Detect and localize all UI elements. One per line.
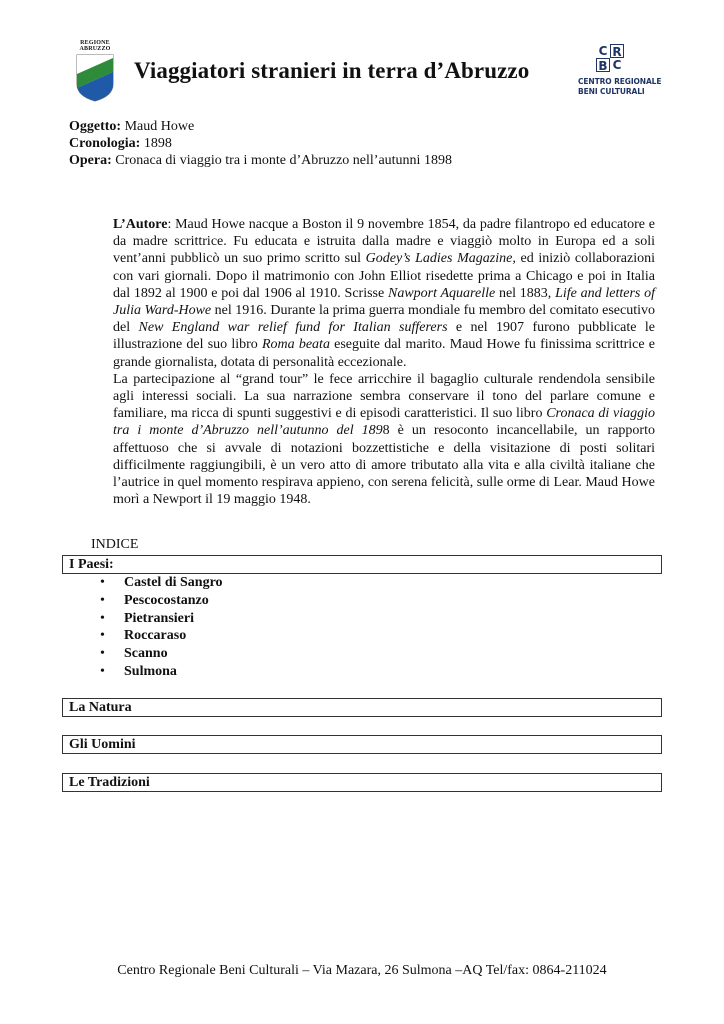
crbc-line2: BENI CULTURALI	[578, 87, 645, 96]
bio-run: Nawport Aquarelle	[387, 285, 496, 301]
bullet-icon: •	[100, 646, 105, 662]
document-metadata	[69, 118, 452, 169]
crbc-logo	[578, 44, 662, 102]
paese-name: Pescocostanzo	[124, 592, 209, 608]
section-paesi[interactable]	[62, 555, 662, 574]
bullet-icon: •	[100, 663, 105, 679]
bio-run: Cronaca di viaggio tra i monte d’Abruzzo nell’autunno del 189	[113, 406, 655, 439]
section-natura[interactable]	[62, 698, 662, 717]
bio-run: 8 è un resoconto incancellabile, un rapporto affettuoso che si avvale di notazioni bozzettistiche e della visitazione di posti solitari difficilmente raggiungibili, è un vero atto di amore tributato alla vita e alla civiltà italiane che l’autrice in quel momento respirava appieno, con serena felicità, sulle orme di Lear. Maud Howe morì a Newport il 19 maggio 1948.	[113, 423, 655, 508]
section-uomini[interactable]	[62, 735, 662, 754]
paese-name: Pietransieri	[124, 610, 194, 626]
list-item[interactable]	[100, 574, 223, 592]
paesi-list	[100, 574, 223, 681]
logo-label-line1: REGIONE	[80, 40, 110, 46]
section-natura-title: La Natura	[69, 700, 132, 715]
crbc-letter-b: B	[596, 58, 610, 72]
list-item[interactable]	[100, 627, 223, 645]
crbc-letter-r: R	[610, 44, 624, 58]
bio-run: nel 1883,	[495, 285, 556, 301]
section-tradizioni-title: Le Tradizioni	[69, 775, 150, 790]
meta-oggetto	[69, 118, 452, 135]
bio-run: New England war relief fund for Italian sufferers	[138, 320, 448, 336]
bio-run: : Maud Howe nacque a Boston il 9 novembre 1854, da padre filantropo ed educatore e da madre scrittrice. Fu educata e istruita dalla madre e viaggiò molto in Europa ed a soli vent’anni pubblicò un suo primo scritto sul	[113, 217, 655, 267]
logo-label-line2: ABRUZZO	[79, 46, 111, 52]
bio-run: L’Autore	[113, 217, 168, 232]
indice-heading: INDICE	[91, 537, 139, 552]
bullet-icon: •	[100, 610, 105, 626]
bio-run: nel 1916. Durante la prima guerra mondiale fu membro del comitato esecutivo del	[113, 303, 656, 336]
meta-opera	[69, 152, 452, 169]
page-title: Viaggiatori stranieri in terra d’Abruzzo	[134, 58, 530, 83]
crbc-line1: CENTRO REGIONALE	[578, 77, 662, 86]
list-item[interactable]	[100, 592, 223, 610]
bullet-icon: •	[100, 628, 105, 644]
paese-name: Sulmona	[124, 663, 177, 679]
list-item[interactable]	[100, 645, 223, 663]
section-tradizioni[interactable]	[62, 773, 662, 792]
crbc-letter-c2: C	[612, 58, 622, 72]
bio-paragraph-2	[113, 371, 655, 509]
bio-run: ed iniziò collaborazioni con vari giornali. Dopo il matrimonio con John Elliot risedette prima a Chicago e poi in Italia dal 1892 al 1900 e poi dal 1906 al 1910. Scrisse	[113, 251, 655, 301]
cronologia-value: 1898	[140, 136, 172, 151]
page-header	[0, 0, 724, 110]
bio-run: Life and letters of Julia Ward-Howe	[113, 285, 655, 319]
crbc-letters	[596, 44, 636, 76]
bio-paragraph-1	[113, 216, 655, 371]
oggetto-label: Oggetto:	[69, 119, 122, 134]
opera-value: Cronaca di viaggio tra i monte d’Abruzzo nell’autunni 1898	[111, 153, 452, 168]
list-item[interactable]	[100, 610, 223, 628]
author-biography	[113, 216, 655, 508]
oggetto-value: Maud Howe	[121, 119, 195, 134]
abruzzo-shield-icon	[76, 54, 114, 102]
meta-cronologia	[69, 135, 452, 152]
paese-name: Scanno	[124, 646, 168, 662]
bullet-icon: •	[100, 575, 105, 590]
page-footer: Centro Regionale Beni Culturali – Via Mazara, 26 Sulmona –AQ Tel/fax: 0864-211024	[117, 963, 607, 978]
bio-run: La partecipazione al “grand tour” le fece arricchire il bagaglio culturale rendendola sensibile agli interessi sociali. La sua narrazione sembra conservare il tono del parlare comune e familiare, ma ricca di spunti suggestivi e di episodi caratteristici. Il suo libro	[113, 371, 655, 422]
paese-name: Castel di Sangro	[124, 575, 223, 590]
bio-run: Godey’s Ladies Magazine,	[365, 251, 516, 267]
bio-run: eseguite dal marito. Maud Howe fu finissima scrittrice e grande giornalista, dotata di personalità eccezionale.	[113, 337, 656, 370]
regione-abruzzo-logo	[72, 40, 118, 102]
opera-label: Opera:	[69, 153, 112, 168]
paese-name: Roccaraso	[124, 628, 187, 644]
crbc-letter-c1: C	[598, 44, 608, 58]
section-uomini-title: Gli Uomini	[69, 737, 136, 752]
bullet-icon: •	[100, 592, 105, 608]
section-paesi-title: I Paesi:	[69, 557, 114, 572]
bio-run: e nel 1907 furono pubblicate le illustrazione del suo libro	[113, 320, 656, 353]
cronologia-label: Cronologia:	[69, 136, 141, 151]
list-item[interactable]	[100, 663, 223, 681]
bio-run: Roma beata	[261, 337, 330, 353]
